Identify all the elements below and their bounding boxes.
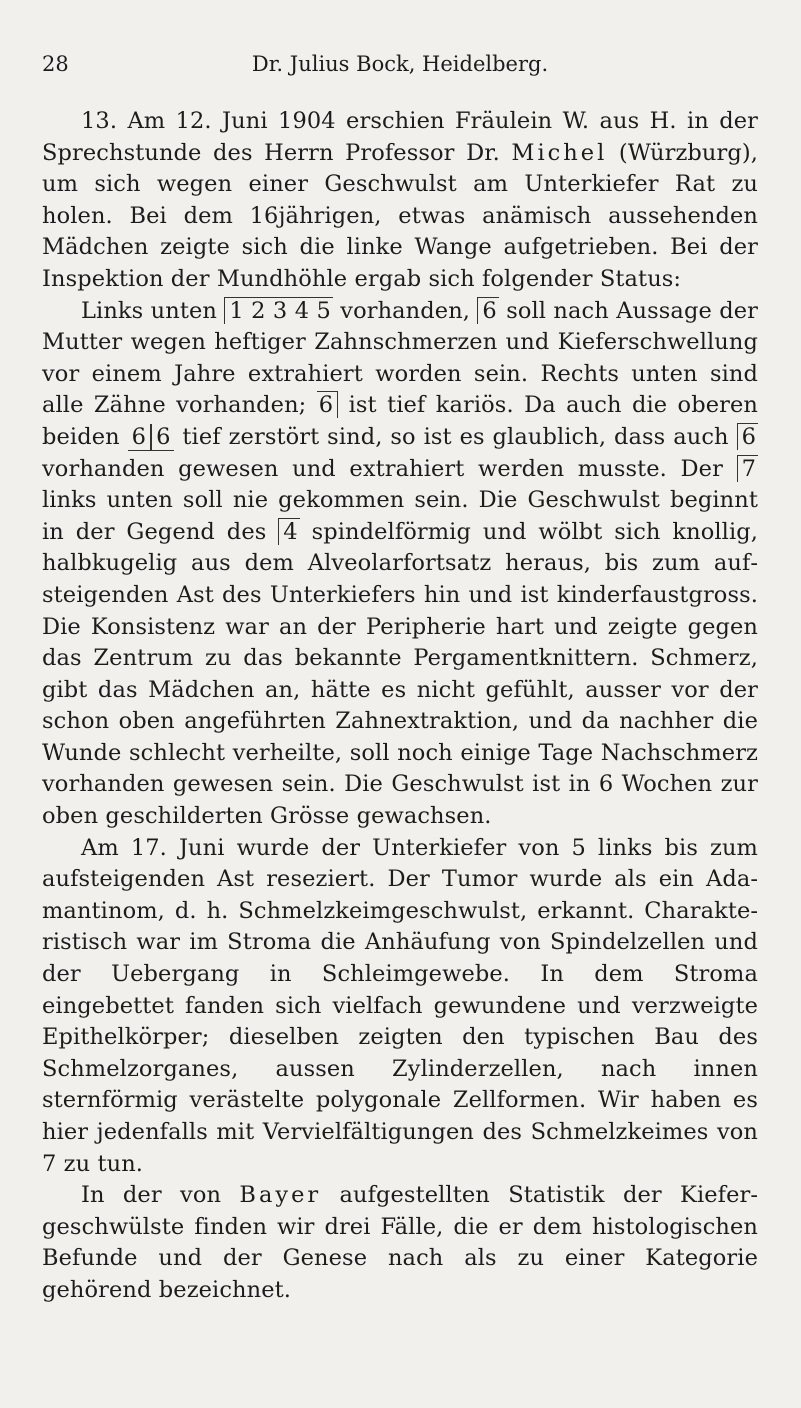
paragraph-case-13 [42,106,758,296]
tooth-notation-upper-left: 6 [151,424,174,451]
text: tief zerstört sind, so ist es glaublich, dass auch [174,423,737,450]
tooth-notation-lower-left: 6 [737,423,758,450]
tooth-notation-lower-left: 7 [737,455,758,482]
running-title: Dr. Julius Bock, Heidelberg. [251,52,549,76]
text: (Würzburg), um sich wegen einer Geschwulst am Unterkiefer Rat zu holen. Bei dem 16jährigen, etwas anämisch aussehenden Mädchen zeigte sich die linke Wange aufgetrieben. Bei der Inspektion der Mundhöhle ergab sich folgender Status: [42,139,758,292]
tooth-notation-lower-left: 1 2 3 4 5 [224,297,333,324]
page-number: 28 [42,52,69,76]
text: links unten soll nie gekommen sein. Die Geschwulst beginnt in der Gegend des [42,487,758,545]
tooth-notation-lower-right: 6 [317,391,338,418]
paragraph-statistics [42,1180,758,1306]
author-name-michel: Michel [511,139,608,166]
paragraph-resection: Am 17. Juni wurde der Unterkiefer von 5 links bis zum aufsteigenden Ast reseziert. Der Tumor wurde als ein Adamantinom, d. h. Schmelzkeimgeschwulst, erkannt. Charakteristisch war im Stroma die Anhäufung von Spindelzellen und der Uebergang in Schleimgewebe. In dem Stroma eingebettet fanden sich vielfach gewundene und verzweigte Epithelkörper; dieselben zeigten den typischen Bau des Schmelzorganes, aussen Zylinderzellen, nach innen sternförmig verästelte polygonale Zellformen. Wir haben es hier jedenfalls mit Vervielfältigungen des Schmelzkeimes von 7 zu tun. [42,834,758,1177]
text: vorhanden, [332,297,478,324]
text: In der von [81,1182,240,1209]
text: soll nach Aussage der Mutter wegen heftiger Zahnschmerzen und Kieferschwellung vor einem Jahre extrahiert worden sein. Rechts unten sind alle Zähne vorhanden; [42,297,758,419]
text: ist tief kariös. Da auch die oberen beiden [42,392,758,450]
text: aufgestellten Statistik der Kiefergeschwülste finden wir drei Fälle, die er dem histologischen Befunde und der Genese nach als zu einer Kategorie gehörend bezeichnet. [42,1182,758,1303]
running-head [42,52,758,82]
paragraph-status [42,296,758,833]
tooth-notation-lower-left: 4 [278,518,299,545]
body-text [42,106,758,1307]
tooth-notation-lower-left: 6 [477,297,498,324]
author-name-bayer: Bayer [239,1182,322,1209]
book-page [42,0,758,1408]
text: 13. Am 12. Juni 1904 erschien Fräulein W. aus H. in der Sprechstunde des Herrn Professor Dr. [42,108,758,166]
text: vorhanden gewesen und extrahiert werden musste. Der [42,455,737,482]
text: spindelförmig und wölbt sich knollig, halbkugelig aus dem Alveolarfortsatz heraus, bis zum aufsteigenden Ast des Unterkiefers hin und ist kinderfaustgross. Die Konsistenz war an der Peripherie hart und zeigte gegen das Zentrum zu das bekannte Pergamentknittern. Schmerz, gibt das Mädchen an, hätte es nicht gefühlt, ausser vor der schon oben angeführten Zahnextraktion, und da nachher die Wunde schlecht verheilte, soll noch einige Tage Nachschmerz vorhanden gewesen sein. Die Geschwulst ist in 6 Wochen zur oben geschilderten Grösse gewachsen. [42,518,758,830]
tooth-notation-upper-right: 6 [128,424,151,451]
text: Links unten [81,297,225,324]
